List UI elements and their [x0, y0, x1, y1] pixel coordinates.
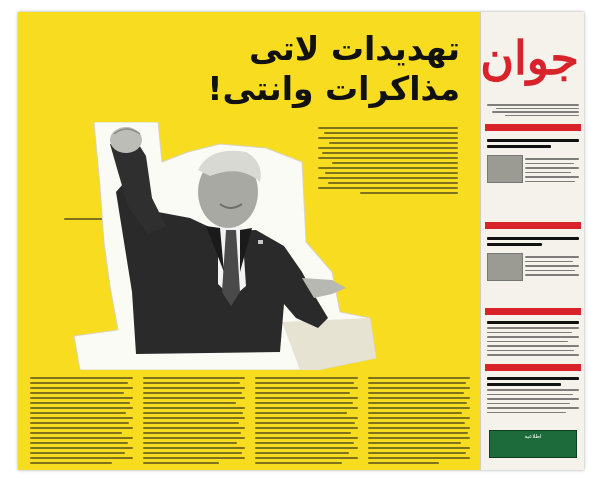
main-story-area — [18, 12, 480, 470]
newspaper-logo: جوان — [480, 31, 579, 85]
section-bar — [485, 222, 581, 229]
body-column — [368, 374, 471, 464]
body-column — [255, 374, 358, 464]
masthead-info — [487, 102, 579, 118]
headline-line-1: تهدیدات لاتی — [248, 29, 460, 68]
section-bar — [485, 124, 581, 131]
body-column — [143, 374, 246, 464]
body-column — [30, 374, 133, 464]
main-headline — [150, 30, 460, 108]
sidebar-story[interactable] — [487, 318, 579, 359]
newspaper-front-page — [18, 12, 584, 470]
news-thumbnail — [487, 253, 523, 281]
section-bar — [485, 308, 581, 315]
headline-line-2: مذاکرات وانتی! — [207, 68, 460, 108]
promo-box[interactable] — [489, 430, 577, 458]
body-columns — [30, 374, 470, 464]
sidebar-column — [480, 12, 584, 470]
sidebar-story[interactable] — [487, 136, 579, 199]
section-bar — [485, 364, 581, 371]
promo-text: اطلاعیه — [524, 434, 542, 440]
sidebar-story[interactable] — [487, 374, 579, 416]
sidebar-story[interactable] — [487, 234, 579, 297]
raised-fist-figure-photo — [70, 122, 388, 370]
news-thumbnail — [487, 155, 523, 183]
